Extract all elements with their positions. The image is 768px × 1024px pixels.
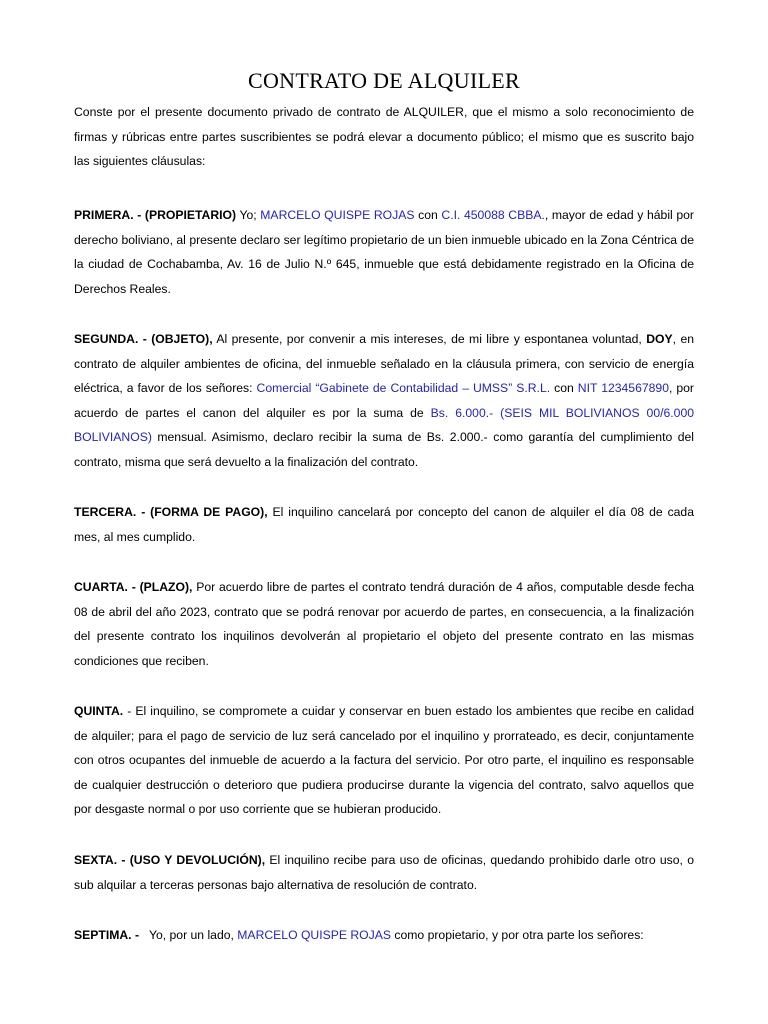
clause-text: como propietario, y por otra parte los señores: (391, 928, 644, 942)
document-title: CONTRATO DE ALQUILER (247, 68, 521, 93)
clause-text: - El inquilino, se compromete a cuidar y conservar en buen estado los ambientes que recibe en calidad de alquiler; para el pago de servicio de luz será cancelado por el inquilino y prorrateado, es decir, conjuntamente con otros ocupantes del inmueble de acuerdo a la factura del servicio. Por otro parte, el inquilino es responsable de cualquier destrucción o deterioro que pudiera producirse durante la vigencia del contrato, salvo aquellos que por desgaste normal o por uso corriente que se hubieran producido. (74, 704, 694, 816)
clause-heading: SEPTIMA. - (74, 928, 140, 942)
clause-heading: QUINTA. (74, 704, 124, 718)
clause-text: , por acuerdo de partes el canon del alquiler es por la suma de (74, 381, 694, 420)
tenant-nit: NIT 1234567890 (577, 381, 669, 395)
clause-cuarta (74, 575, 694, 673)
clause-text: Al presente, por convenir a mis intereses, de mi libre y espontanea voluntad, (212, 332, 647, 346)
owner-id: C.I. 450088 CBBA. (441, 208, 545, 222)
clause-text: , en contrato de alquiler ambientes de oficina, del inmueble señalado en la cláusula primera, con servicio de energía eléctrica, a favor de los señores: (74, 332, 695, 395)
clause-text: con (550, 381, 578, 395)
owner-name: MARCELO QUISPE ROJAS (237, 928, 392, 942)
clause-heading: CUARTA. - (PLAZO), (74, 580, 193, 594)
owner-name: MARCELO QUISPE ROJAS (260, 208, 415, 222)
tenant-company: Comercial “Gabinete de Contabilidad – UMSS” S.R.L. (256, 381, 551, 395)
clause-text: Yo; (236, 208, 261, 222)
clause-text: con (414, 208, 442, 222)
clause-text: Yo, por un lado, (139, 928, 238, 942)
clause-segunda (74, 327, 694, 474)
clause-heading: PRIMERA. - (PROPIETARIO) (74, 208, 237, 222)
clause-septima (74, 923, 694, 948)
clause-text: Por acuerdo libre de partes el contrato tendrá duración de 4 años, computable desde fecha 08 de abril del año 2023, contrato que se podrá renovar por acuerdo de partes, en consecuencia, a la finalización del presente contrato los inquilinos devolverán al propietario el objeto del presente contrato en las mismas condiciones que reciben. (74, 580, 694, 668)
clause-tercera (74, 500, 694, 549)
clause-text: El inquilino recibe para uso de oficinas, quedando prohibido darle otro uso, o sub alquilar a terceras personas bajo alternativa de resolución de contrato. (74, 853, 694, 892)
clause-text: , mayor de edad y hábil por derecho boliviano, al presente declaro ser legítimo propietario de un bien inmueble ubicado en la Zona Céntrica de la ciudad de Cochabamba, Av. 16 de Julio N.º 645, inmueble que está debidamente registrado en la Oficina de Derechos Reales. (74, 208, 694, 296)
clause-sexta (74, 848, 694, 897)
clause-emphasis: DOY (646, 332, 673, 346)
clause-text: El inquilino cancelará por concepto del canon de alquiler el día 08 de cada mes, al mes cumplido. (74, 505, 694, 544)
clause-heading: SEGUNDA. - (OBJETO), (74, 332, 213, 346)
rent-amount: Bs. 6.000.- (SEIS MIL BOLIVIANOS 00/6.000 BOLIVIANOS) (74, 405, 695, 444)
clause-primera (74, 203, 694, 301)
clause-heading: SEXTA. - (USO Y DEVOLUCIÓN), (74, 853, 266, 867)
clause-text: mensual. Asimismo, declaro recibir la suma de Bs. 2.000.- como garantía del cumplimiento del contrato, misma que será devuelto a la finalización del contrato. (74, 430, 694, 469)
clause-heading: TERCERA. - (FORMA DE PAGO), (74, 505, 268, 519)
clause-quinta (74, 699, 694, 822)
intro-paragraph: Conste por el presente documento privado de contrato de ALQUILER, que el mismo a solo reconocimiento de firmas y rúbricas entre partes suscribientes se podrá elevar a documento público; el mismo que es suscrito bajo las siguientes cláusulas: (74, 105, 694, 168)
